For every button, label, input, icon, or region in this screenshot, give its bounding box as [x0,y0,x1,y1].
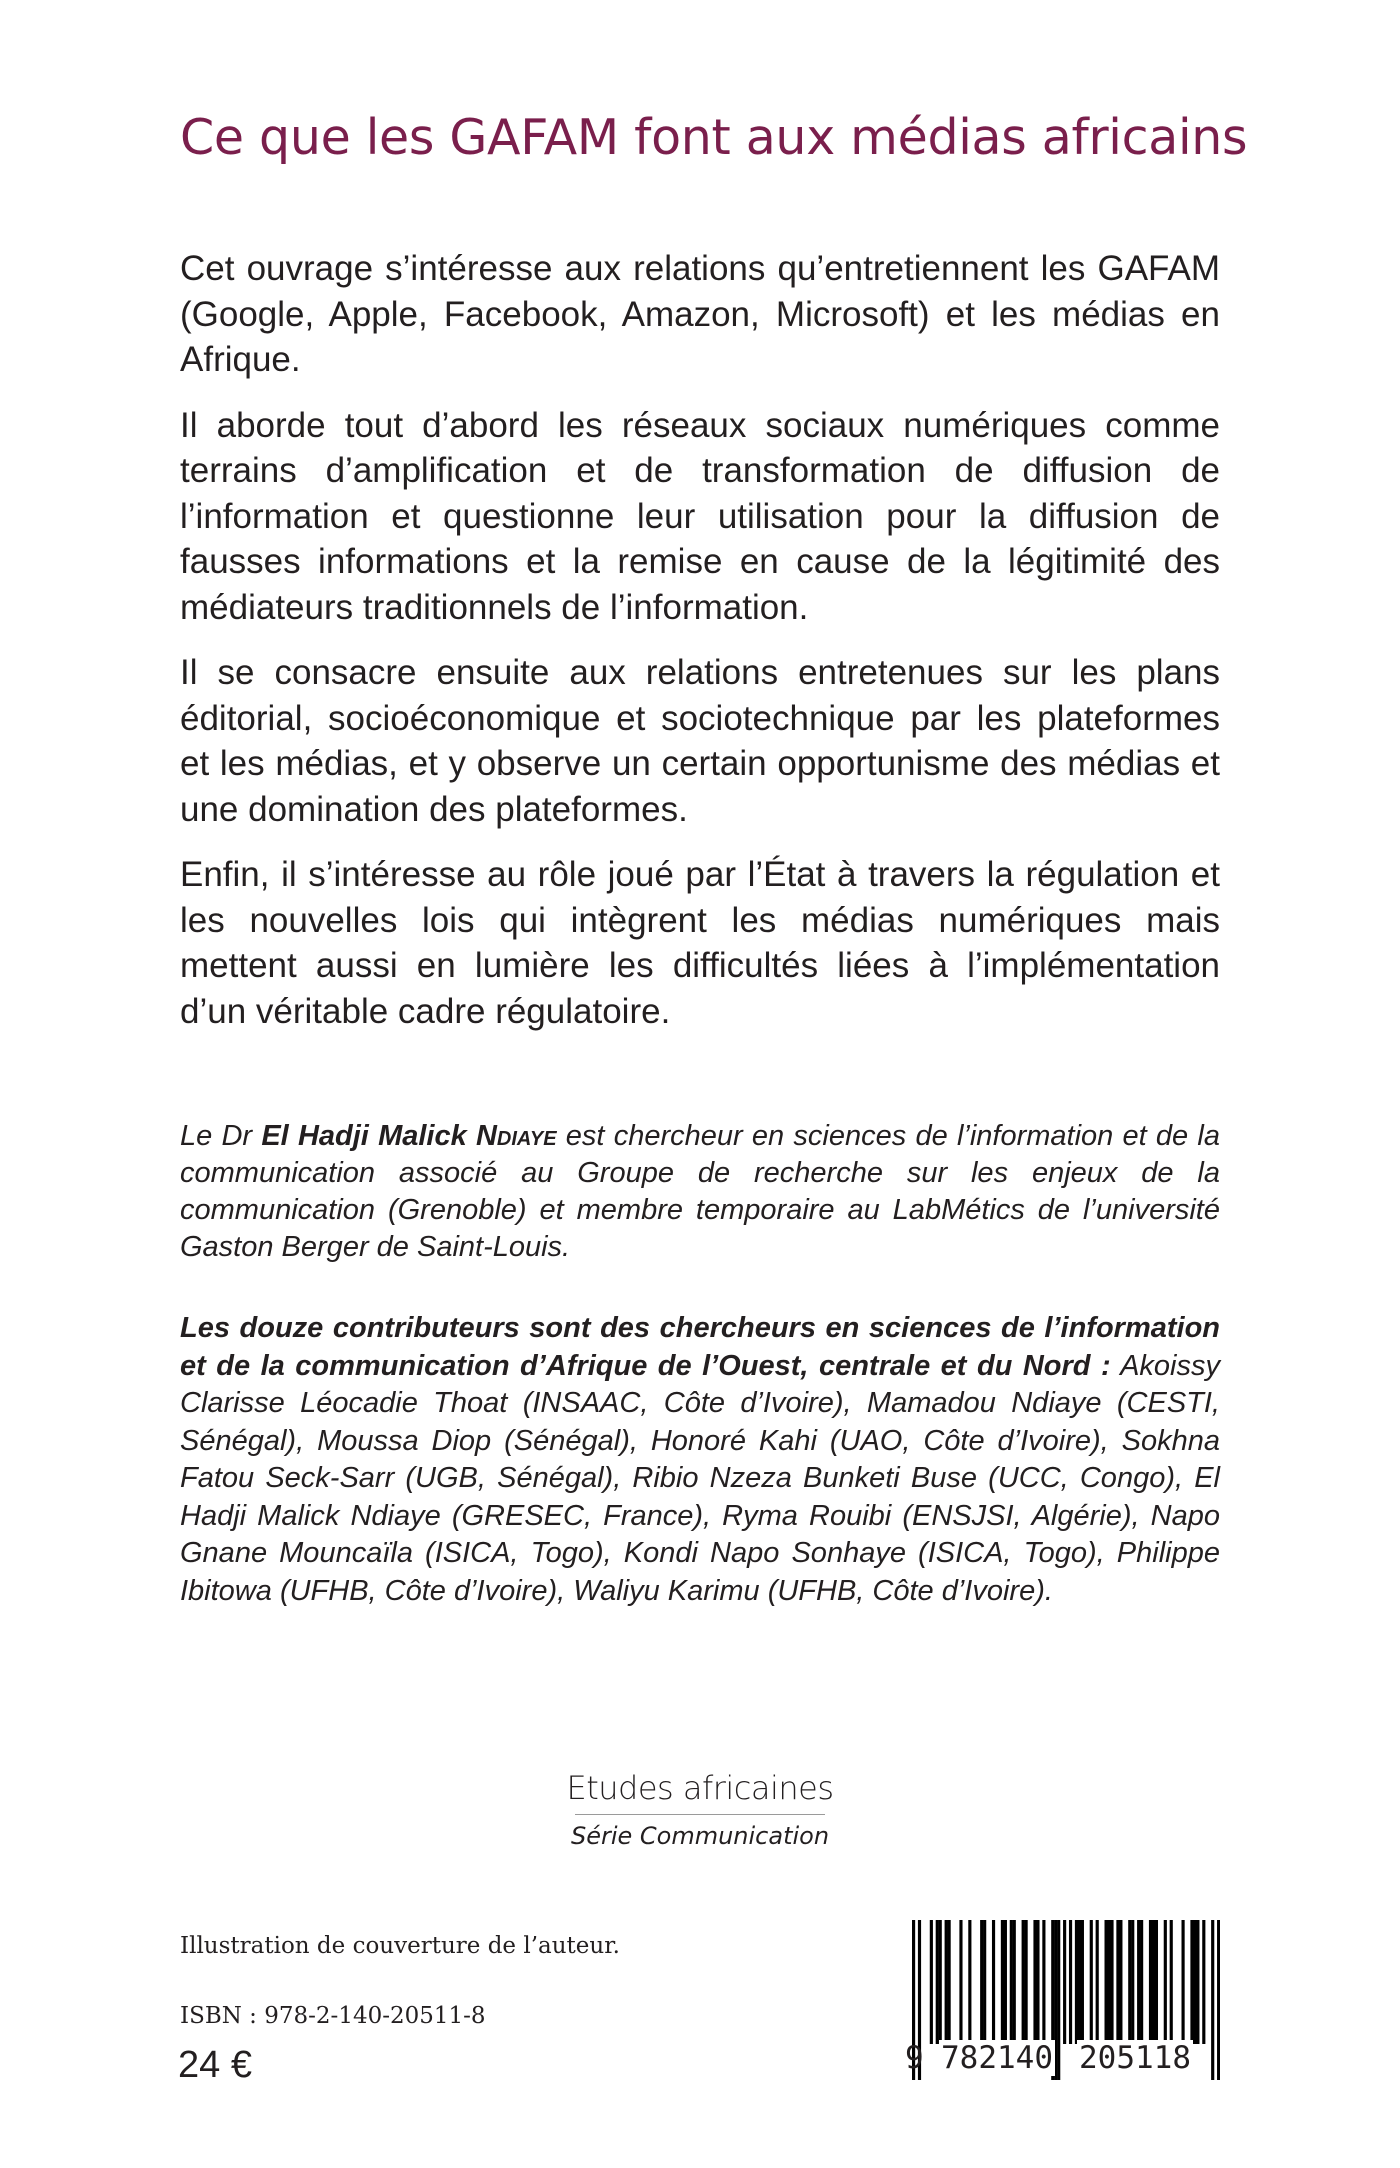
barcode-bar [1193,1920,1196,2044]
blurb-paragraph-1: Cet ouvrage s’intéresse aux relations qu’entretiennent les GAFAM (Google, Apple, Facebook, Amazon, Microsoft) et les médias en Afrique. [180,249,1220,379]
barcode-bar [1202,1920,1205,2044]
blurb-paragraph-3: Il se consacre ensuite aux relations entretenues sur les plans éditorial, socioéconomique et sociotechnique par les plateformes et les médias, et y observe un certain opportunisme des médias et une domination des plateformes. [180,653,1220,829]
barcode-bar [930,1920,933,2044]
blurb-paragraph-4: Enfin, il s’intéresse au rôle joué par l’État à travers la régulation et les nouvelles lois qui intègrent les médias numériques mais mettent aussi en lumière les difficultés liées à l’implémentation d’un véritable cadre régulatoire. [180,855,1220,1031]
barcode-bar [1128,1920,1131,2044]
barcode-bar [1116,1920,1119,2044]
author-bio [180,1118,1220,1266]
blurb [180,246,1220,1054]
barcode-bar [1078,1920,1081,2044]
barcode-bar [1025,1920,1028,2044]
barcode-bar [1131,1920,1134,2044]
author-bio-text: est chercheur en sciences de l’information et de la communication associé au Groupe de recherche sur les enjeux de la communication (Grenoble) et membre temporaire au LabMétics de l’université Gaston Berger de Saint-Louis. [180,1120,1220,1263]
barcode-bar [983,1920,986,2044]
barcode-bar [1105,1920,1108,2044]
barcode-bar [1042,1920,1045,2044]
barcode-bar [1149,1920,1152,2044]
barcode-bar [936,1920,939,2044]
barcode-bar [980,1920,983,2044]
barcode-bar [945,1920,948,2044]
barcode-bar [1069,1920,1072,2044]
barcode-bar [1033,1920,1036,2044]
barcode-bar [1140,1920,1143,2044]
barcode-bar [1004,1920,1007,2044]
barcode-digit-first: 9 [905,2040,924,2076]
subseries-name: Série Communication [570,1822,830,1850]
series-divider [575,1814,825,1815]
contributors-lead: Les douze contributeurs sont des chercheurs en sciences de l’information et de la communication d’Afrique de l’Ouest, centrale et du Nord : [180,1312,1220,1382]
barcode-bar [1075,1920,1078,2044]
barcode-bar [1096,1920,1099,2044]
author-surname: Ndiaye [475,1120,557,1152]
barcode-bar [1090,1920,1093,2044]
barcode-bar [1010,1920,1013,2044]
contributors-list: Akoissy Clarisse Léocadie Thoat (INSAAC, Côte d’Ivoire), Mamadou Ndiaye (CESTI, Sénégal), Moussa Diop (Sénégal), Honoré Kahi (UAO, Côte d’Ivoire), Sokhna Fatou Seck-Sarr (UGB, Sénégal), Ribio Nzeza Bunketi Buse (UCC, Congo), El Hadji Malick Ndiaye (GRESEC, France), Ryma Rouibi (ENSJSI, Algérie), Napo Gnane Mouncaïla (ISICA, Togo), Kondi Napo Sonhaye (ISICA, Togo), Philippe Ibitowa (UFHB, Côte d’Ivoire), Waliyu Karimu (UFHB, Côte d’Ivoire). [180,1349,1220,1607]
barcode-bar [1063,1920,1066,2044]
barcode-bar [1110,1920,1113,2044]
barcode-bar [968,1920,971,2044]
barcode-bar [1155,1920,1158,2044]
barcode-bar [939,1920,942,2044]
barcode-bar [992,1920,995,2044]
barcode-bar [948,1920,951,2044]
blurb-paragraph-2: Il aborde tout d’abord les réseaux sociaux numériques comme terrains d’amplification et de transformation de diffusion de l’information et questionne leur utilisation pour la diffusion de fausses informations et la remise en cause de la légitimité des médiateurs traditionnels de l’information. [180,405,1220,627]
barcode-digits-left: 782140 [941,2040,1053,2076]
barcode-bar [1013,1920,1016,2044]
series-logo [560,1768,840,1853]
barcode-digits-right: 205118 [1079,2040,1191,2076]
barcode-bar [1081,1920,1084,2044]
price: 24 € [178,2044,252,2086]
barcode-bar [1022,1920,1025,2044]
contributors [180,1310,1220,1610]
barcode-bar [1164,1920,1167,2044]
barcode-bar [1119,1920,1122,2044]
barcode-bar [1107,1920,1110,2044]
barcode-bar [1170,1920,1173,2044]
author-name: El Hadji Malick [261,1120,476,1152]
barcode-bar [1196,1920,1199,2044]
isbn: ISBN : 978-2-140-20511-8 [180,2003,486,2029]
author-prefix: Le Dr [180,1120,262,1152]
collection-name: Etudes africaines [566,1769,834,1807]
barcode-bar [1190,1920,1193,2044]
barcode-bar [1182,1920,1185,2044]
book-title: Ce que les GAFAM font aux médias africains [180,109,1248,166]
cover-credit: Illustration de couverture de l’auteur. [180,1933,620,1959]
barcode-bar [1152,1920,1155,2044]
barcode-digits [905,2040,1225,2084]
barcode-bar [959,1920,962,2044]
barcode-bar [1036,1920,1039,2044]
barcode-bar [1001,1920,1004,2044]
barcode-bar [1137,1920,1140,2044]
